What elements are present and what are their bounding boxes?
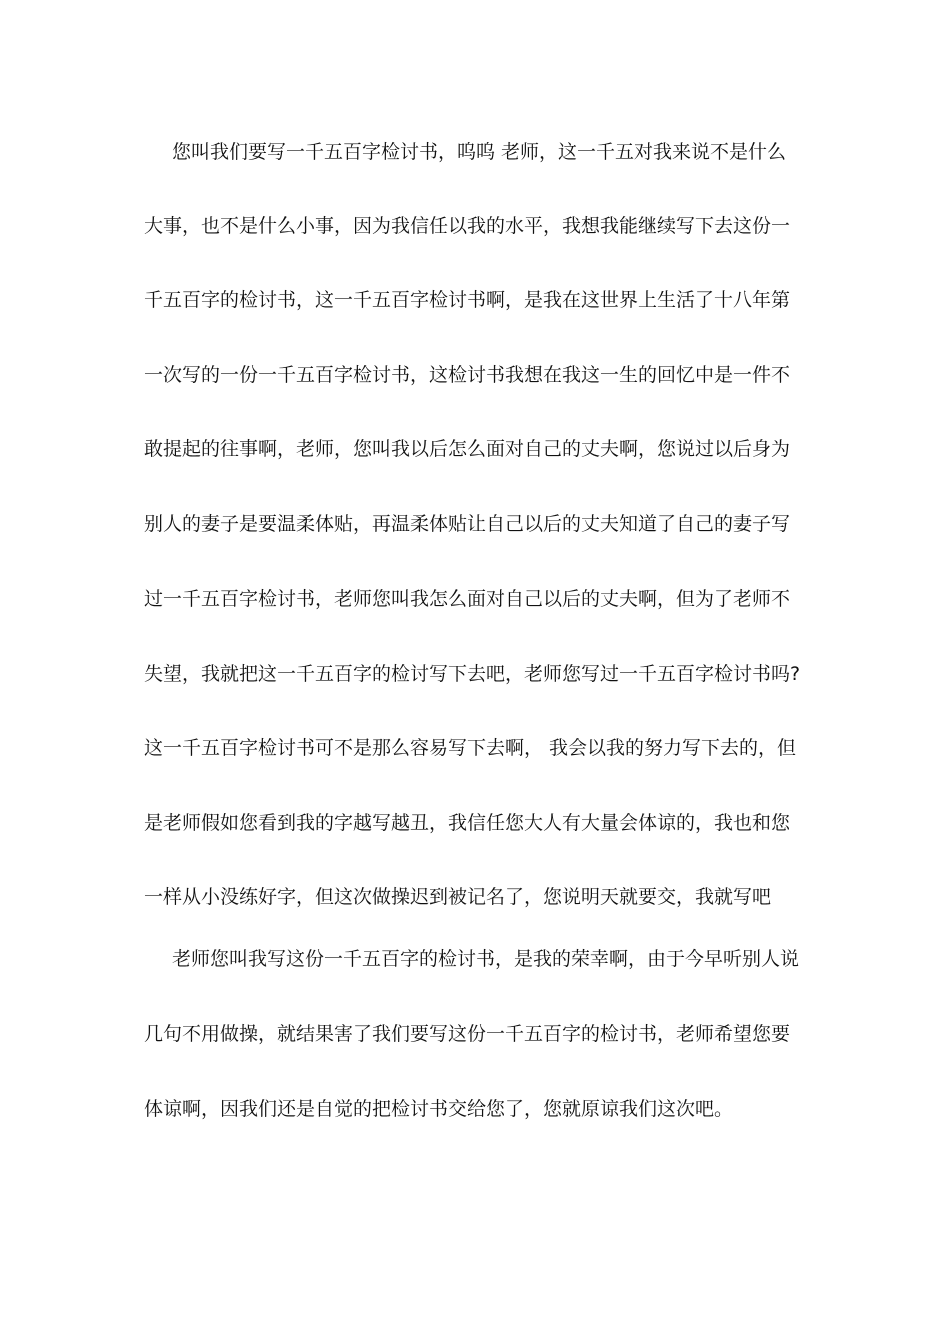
paragraph-line: 一次写的一份一千五百字检讨书，这检讨书我想在我这一生的回忆中是一件不 [144,364,791,386]
paragraph-line: 几句不用做操，就结果害了我们要写这份一千五百字的检讨书，老师希望您要 [144,1023,791,1045]
paragraph-line: 这一千五百字检讨书可不是那么容易写下去啊， 我会以我的努力写下去的，但 [144,737,797,759]
paragraph-line: 体谅啊，因我们还是自觉的把检讨书交给您了，您就原谅我们这次吧。 [144,1098,734,1120]
paragraph-line: 是老师假如您看到我的字越写越丑，我信任您大人有大量会体谅的，我也和您 [144,812,791,834]
paragraph-line: 别人的妻子是要温柔体贴，再温柔体贴让自己以后的丈夫知道了自己的妻子写 [144,513,791,535]
paragraph-line: 您叫我们要写一千五百字检讨书，呜呜 老师，这一千五对我来说不是什么 [172,141,787,163]
paragraph-line: 老师您叫我写这份一千五百字的检讨书，是我的荣幸啊，由于今早听别人说 [172,948,800,970]
paragraph-line: 大事，也不是什么小事，因为我信任以我的水平，我想我能继续写下去这份一 [144,215,791,237]
paragraph-line: 敢提起的往事啊，老师，您叫我以后怎么面对自己的丈夫啊，您说过以后身为 [144,438,791,460]
paragraph-line: 过一千五百字检讨书，老师您叫我怎么面对自己以后的丈夫啊，但为了老师不 [144,588,791,610]
paragraph-line: 一样从小没练好字，但这次做操迟到被记名了，您说明天就要交，我就写吧 [144,886,772,908]
paragraph-line: 千五百字的检讨书，这一千五百字检讨书啊，是我在这世界上生活了十八年第 [144,289,791,311]
paragraph-line: 失望，我就把这一千五百字的检讨写下去吧，老师您写过一千五百字检讨书吗? [144,663,801,685]
